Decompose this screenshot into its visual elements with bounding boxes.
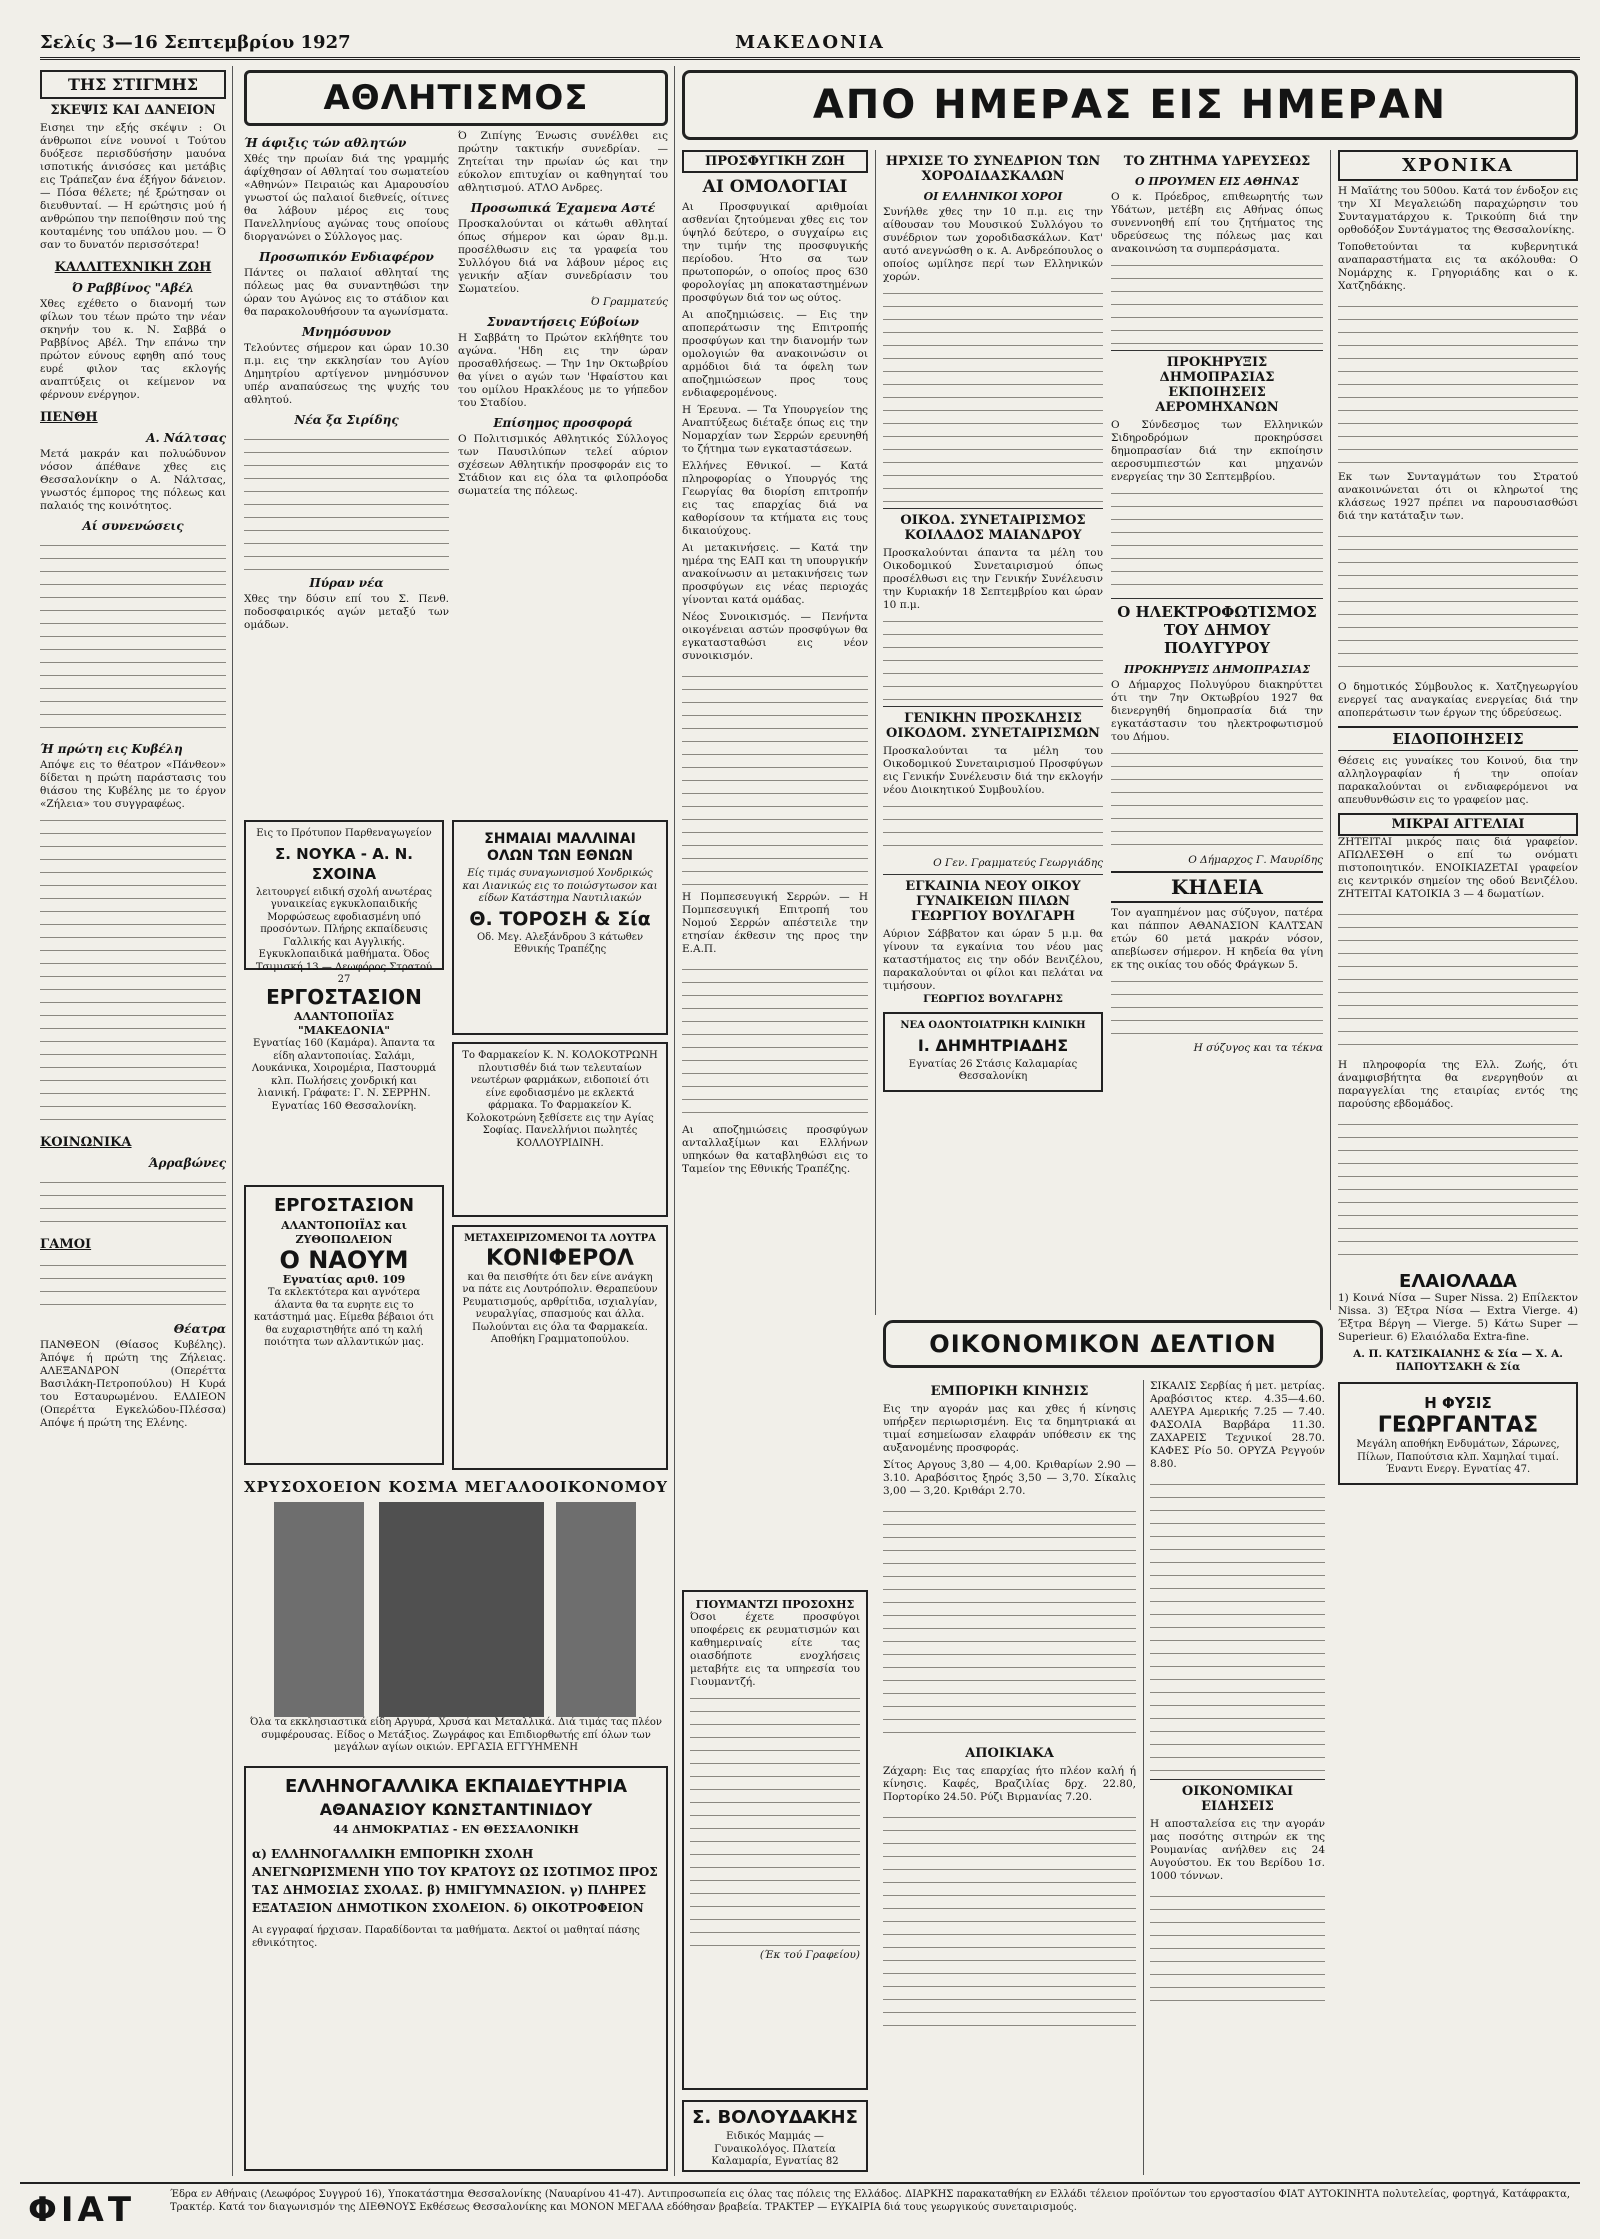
ad-dental-clinic	[883, 1012, 1103, 1092]
notice-text: Όσοι έχετε προσφύγοι υποφέρεις εκ ρευματισμών και καθημεριναίς είτε τας οιασδήποτε ενοχλήσεις μεταβήτε εις τα υπηρεσία του Γιουμαντζή.	[690, 1611, 860, 1688]
article-text: Αύριον Σάββατον και ώραν 5 μ.μ. θα γίνουν τα εγκαίνια του νέου μας καταστήματος εις την οδόν Βενιζέλου, παρακαλούνται οι φίλοι και πελάται να τιμήσουν.	[883, 928, 1103, 992]
article-subhead: Πύραν νέα	[309, 576, 384, 590]
article-subhead: Επίσημος προσφορά	[493, 416, 633, 430]
ad-title: ΕΡΓΟΣΤΑΣΙΟΝ	[273, 1195, 415, 1216]
article-headline: ΠΡΟΚΗΡΥΞΙΣ ΔΗΜΟΠΡΑΣΙΑΣ ΕΚΠΟΙΗΣΕΙΣ ΑΕΡΟΜΗΧΑΝΩΝ	[1111, 350, 1323, 415]
column-4	[883, 150, 1103, 1315]
ad-coniferol-baths	[452, 1225, 668, 1470]
article-text: Η Μαϊάτης του 500ου. Κατά τον ένδοξον εις την ΧΙ Μεγαλειώδη παραχώρησιν του Συνταγματάρχου κ. Τρικούπη διά την ορθοδόξον Συντάγματος της Θεσσαλονίκης.	[1338, 185, 1578, 236]
ad-subtitle: Η ΦΥΣΙΣ	[1424, 1394, 1492, 1412]
illegible-text-block	[1111, 744, 1323, 854]
illegible-text-block	[883, 284, 1103, 504]
article-text: Η Πομπεσευγική Σερρών. — Η Πομπεσευγική Επιτροπή του Νομού Σερρών απέστειλε την ετησίαν έκθεσιν της προς την Ε.Α.Π.	[682, 891, 868, 955]
masthead-paper-name: ΜΑΚΕΔΟΝΙΑ	[735, 32, 885, 53]
article-text: Τοποθετούνται τα κυβερνητικά αναπαραστήματα εις τα ακόλουθα: Ο Νομάρχης κ. Γρηγοριάδης και ο κ. Χατζηδάκης.	[1338, 241, 1578, 292]
section-headline: ΚΟΙΝΩΝΙΚΑ	[40, 1135, 132, 1150]
ad-name: Θ. ΤΟΡΟΣΗ & Σία	[469, 907, 651, 930]
article-headline: ΣΚΕΨΙΣ ΚΑΙ ΔΑΝΕΙΟΝ	[50, 103, 216, 118]
article-text: Χθες την δύσιν επί του Σ. Πενθ. ποδοσφαιρικός αγών μεταξύ των ομάδων.	[244, 593, 449, 631]
illegible-text-block	[1111, 256, 1323, 346]
illegible-text-block	[682, 667, 868, 887]
article-text: Τον αγαπημένον μας σύζυγον, πατέρα και πάππον ΑΘΑΝΑΣΙΟΝ ΚΑΛΤΣΑΝ ετών 60 μετά μακράν νόσον, απεβίωσεν σήμερον. Η κηδεία θα γίνη εκ της οικίας του οδός Φράγκων 5.	[1111, 907, 1323, 971]
notice-signature: (Έκ τού Γραφείου)	[759, 1949, 860, 1961]
ad-subtitle: ΜΕΤΑΧΕΙΡΙΖΟΜΕΝΟΙ ΤΑ ΛΟΥΤΡΑ	[464, 1233, 656, 1244]
classified-ads: ΖΗΤΕΙΤΑΙ μικρός παις διά γραφείον. ΑΠΩΛΕΣΘΗ ο επί τω ονόματι πιστοποιητικόν. ΕΝΟΙΚΙΑΖΕΤΑΙ γραφείον εις κεντρικόν σημείον της οδού Βενιζέλου. ΖΗΤΕΙΤΑΙ ΚΑΤΟΙΚΙΑ 3 — 4 δωματίων.	[1338, 836, 1578, 900]
signature: ΓΕΩΡΓΙΟΣ ΒΟΥΛΓΑΡΗΣ	[923, 993, 1063, 1005]
ad-doctor-voloudakis	[682, 2100, 868, 2172]
illegible-text-block	[40, 1256, 226, 1316]
article-text: Πάντες οι παλαιοί αθληταί της πόλεως μας θα συναντηθώσι την ώραν του Αγώνος εις το στάδιον και θα παρακολουθήσουν τα αγωνίσματα.	[244, 267, 449, 318]
olive-oil-dealers: Α. Π. ΚΑΤΣΙΚΑΙΑΝΗΣ & Σία — Χ. Α. ΠΑΠΟΥΤΣΑΚΗ & Σία	[1353, 1348, 1563, 1373]
article-headline: ΕΓΚΑΙΝΙΑ ΝΕΟΥ ΟΙΚΟΥ ΓΥΝΑΙΚΕΙΩΝ ΠΙΛΩΝ ΓΕΩΡΓΙΟΥ ΒΟΥΛΓΑΡΗ	[883, 874, 1103, 924]
ad-title: Σ. ΝΟΥΚΑ - Α. Ν. ΣΧΟΙΝΑ	[274, 844, 414, 883]
ad-address: Εγνατίας 26 Στάσις Καλαμαρίας Θεσσαλονίκη	[908, 1058, 1078, 1082]
illegible-text-block	[244, 430, 449, 570]
illegible-text-block	[40, 811, 226, 1131]
illegible-text-block	[1338, 905, 1578, 1055]
article-text: Αι αποζημιώσεις. — Εις την αποπεράτωσιν της Επιτροπής προσφύγων και την διανομήν των ομολογιών θα ανακοινώσιν οι αρμόδιοι διά τα όφελη των αποζημιώσεων προς τους ενδιαφερομένους.	[682, 309, 868, 399]
illegible-text-block	[1111, 484, 1323, 594]
article-subhead: Άρραβώνες	[149, 1156, 226, 1170]
athletics-banner: ΑΘΛΗΤΙΣΜΟΣ	[244, 70, 668, 126]
notice-title: ΓΙΟΥΜΑΝΤΖΙ ΠΡΟΣΟΧΗΣ	[695, 1598, 855, 1611]
price-list: Σίτος Αργους 3,80 — 4,00. Κριθαρίων 2.90 — 3.10. Αραβόσιτος ξηρός 3,50 — 3,70. Σίκαλις 3,00 — 3,20. Κριθάρι 2.70.	[883, 1459, 1136, 1497]
article-text: Ελλήνες Εθνικοί. — Κατά πληροφορίας ο Υπουργός της Γεωργίας θα διορίση επιτροπήν εις τας επαρχίας διά να καθορίσουν τα κτήματα εις τους δικαιούχους.	[682, 460, 868, 537]
ad-text: Το Φαρμακείον Κ. Ν. ΚΟΛΟΚΟΤΡΩΝΗ πλουτισθέν διά των τελευταίων νεωτέρων φαρμάκων, ειδοποιεί ότι είνε εφοδιασμένο με εκλεκτά φάρμακα. Το Φαρμακείον Κ. Κολοκοτρώνη ξεθίσετε εις την Αγίας Σοφίας. Πανελλήνιοι πωλητές ΚΟΛΛΟΥΡΙΔΙΝΗ.	[462, 1050, 658, 1149]
ad-text: Εγνατίας 160 (Καμάρα). Άπαντα τα είδη αλαντοποιίας. Σαλάμι, Λουκάνικα, Χοιρομέρια, Παστουρμά κλπ. Πωλήσεις χονδρική και λιανική. Γράφατε: Γ. Ν. ΣΕΡΡΗΝ. Εγνατίας 160 Θεσσαλονίκη.	[251, 1038, 437, 1112]
article-text: Μετά μακράν και πολυώδυνον νόσον άπέθανε χθες εις Θεσσαλονίκην ο Α. Νάλτσας, γνωστός έμπορος της πόλεως και παλαιός της κοινότητος.	[40, 448, 226, 512]
athletics-column-a	[244, 130, 449, 770]
article-text: Αι Προσφυγικαί αριθμοίαι ασθενίαι ζητούμεναι χθες εις τον ύψηλό δεύτερο, ο συγχαίρω εις την τιμήν της προσφυγικής περίοδου. Ήτο σα των πρωτοπορών, ο οποίος προς 630 φορολογίας μη αποκαταστημένων προσφύγων διά τον ως ούτος.	[682, 201, 868, 304]
article-subhead: Ό Ραββίνος "Αβέλ	[72, 281, 194, 295]
footer-fiat-ad	[20, 2182, 1580, 2230]
article-text: Απόψε εις το θέατρον «Πάνθεον» δίδεται η πρώτη παράστασις του θιάσου της Κυβέλης με το έργον «Ζήλεια» του συγγραφέως.	[40, 759, 226, 810]
ad-subtitle: ΑΛΑΝΤΟΠΟΙΪΑΣ και ΖΥΘΟΠΩΛΕΙΟΝ	[281, 1219, 407, 1246]
ad-title: ΧΡΥΣΟΧΟΕΙΟΝ ΚΟΣΜΑ ΜΕΓΑΛΟΟΙΚΟΝΟΜΟΥ	[244, 1478, 668, 1496]
church-items-photo	[274, 1502, 364, 1717]
column-divider	[674, 66, 675, 2176]
ad-subtitle: ΑΘΑΝΑΣΙΟΥ ΚΩΝΣΤΑΝΤΙΝΙΔΟΥ	[319, 1800, 593, 1819]
ad-subtitle: ΑΛΑΝΤΟΠΟΙΪΑΣ "ΜΑΚΕΔΟΝΙΑ"	[294, 1010, 394, 1037]
ad-girls-school	[244, 820, 444, 985]
ad-text: λειτουργεί ειδική σχολή ανωτέρας γυναικείας εγκυκλοπαιδικής Μορφώσεως εφοδιασμένη υπό προσόντων. Πλήρης εκπαίδευσις Γαλλικής και Αγγλικής. Εγκυκλοπαιδικά μαθήματα. Όδος Τσιμισκή 13 — Λεωφόρος Στρατού 27	[255, 886, 433, 985]
article-text: Η Σαββάτη το Πρώτον εκλήθητε του αγώνα. 'Ηδη εις την ώραν προσαθλήσεως. — Την 1ην Οκτωβρίου θα γίνει ο αγών των 'Ηφαίστου και του ομίλου Ηρακλέους με το γήπεδον του Σταδίου.	[458, 332, 668, 409]
article-headline: ΚΗΔΕΙΑ	[1111, 871, 1323, 903]
goldsmith-photo-area	[244, 1502, 668, 1717]
ad-georgantas	[1338, 1382, 1578, 1485]
ad-name: Σ. ΒΟΛΟΥΔΑΚΗΣ	[692, 2107, 858, 2128]
main-banner	[682, 70, 1578, 140]
article-text: Εισηει την εξής σκέψιν : Οι άνθρωποι είνε νουνοί ι Τούτου δυόξεσε περισδύσήσην μαυόνα ισποτικής άνισόσες και μετάβις εις Τράπεζαν ένα έξήγον δάνειον. — Πόσα θέλετε; ηέ ξρώτησαν οι διευθυνταί. — Η ερώτησις μού ή ανθρώπου την πεποίθησιν πού της κουταμένης του υπάλου μου. — Ό σαν το δυνατόν περισσότερα!	[40, 122, 226, 251]
economic-bulletin-banner	[883, 1320, 1323, 1368]
illegible-text-block	[883, 612, 1103, 702]
article-text: Εις την αγοράν μας και χθες ή κίνησις υπήρξεν περιωρισμένη. Εις τα δημητριακά αι τιμαί εσημείωσαν ελαφράν υπόθεσιν εκ της αυξανομένης προσφοράς.	[883, 1403, 1136, 1454]
article-subhead: Ή πρώτη εις Κυβέλη	[40, 742, 183, 756]
ad-pharmacy	[452, 1042, 668, 1217]
article-text: Ο Δήμαρχος Πολυγύρου διακηρύττει ότι την 7ην Οκτωβρίου 1927 θα διενεργηθή δημοπρασία διά την εγκατάστασιν του ηλεκτροφωτισμού του Δήμου.	[1111, 679, 1323, 743]
ad-sausage-factory-makedonia	[244, 978, 444, 1178]
article-text: Ο κ. Πρόεδρος, επιθεωρητής των Υδάτων, μετέβη εις Αθήνας όπως συνεννοηθή επί του ζητήματος της υδρεύσεως της πόλεως μας και ανακοινώση τα συμπεράσματα.	[1111, 191, 1323, 255]
ad-list: α) ΕΛΛΗΝΟΓΑΛΛΙΚΗ ΕΜΠΟΡΙΚΗ ΣΧΟΛΗ ΑΝΕΓΝΩΡΙΣΜΕΝΗ ΥΠΟ ΤΟΥ ΚΡΑΤΟΥΣ ΩΣ ΙΣΟΤΙΜΟΣ ΠΡΟΣ ΤΑΣ ΔΗΜΟΣΙΑΣ ΣΧΟΛΑΣ. β) ΗΜΙΓΥΜΝΑΣΙΟΝ. γ) ΠΛΗΡΕΣ ΕΞΑΤΑΞΙΟΝ ΔΗΜΟΤΙΚΟΝ ΣΧΟΛΕΙΟΝ. δ) ΟΙΚΟΤΡΟΦΕΙΟΝ	[252, 1847, 658, 1915]
athletics-column-b	[458, 130, 668, 770]
illegible-text-block	[1338, 1115, 1578, 1265]
ad-address: 44 ΔΗΜΟΚΡΑΤΙΑΣ - ΕΝ ΘΕΣΣΑΛΟΝΙΚΗ	[333, 1823, 579, 1836]
article-headline: ΑΙ ΟΜΟΛΟΓΙΑΙ	[702, 177, 848, 197]
article-headline: ΚΑΛΛΙΤΕΧΝΙΚΗ ΖΩΗ	[54, 260, 212, 275]
article-text: Ο Σύνδεσμος των Ελληνικών Σιδηροδρόμων προκηρύσσει δημοπρασίαν διά την εκποίησιν αεροσυμπιεστών και μηχανών ενεργείας την 30 Σεπτεμβρίου.	[1111, 419, 1323, 483]
illegible-text-block	[690, 1689, 860, 1949]
ad-flags	[452, 820, 668, 1035]
article-headline: ΕΜΠΟΡΙΚΗ ΚΙΝΗΣΙΣ	[930, 1384, 1089, 1399]
article-text: Χθές την πρωίαν διά της γραμμής άφίχθησαν οί Αθληταί του σωματείου «Αθηνών» Πειραιώς και Αμαρουσίου γνωστοί ώς παλαιοί διεθνείς, οίτινες θα λάβουν μέρος εις τους Πανελληνίους αγώνας τους οποίους διοργανώνει ο Σύλλογος μας.	[244, 153, 449, 243]
ad-name: ΓΕΩΡΓΑΝΤΑΣ	[1377, 1413, 1539, 1438]
signature: Ό Γραμματεύς	[590, 296, 668, 308]
article-subhead: Προσωπικά Έχαμενα Αστέ	[470, 201, 656, 215]
article-text: Ό Ζιπίγης Ένωσις συνέλθει εις πρώτην τακτικήν συνεδρίαν. — Ζητείται την πρωίαν ώς και την εύκολον επιτυχίαν οι καθηγηταί του αθλητισμού. ΑΤΛΟ Ανδρες.	[458, 130, 668, 194]
masthead-date: Σελίς 3—16 Σεπτεμβρίου 1927	[40, 32, 351, 53]
article-text: Αι μετακινήσεις. — Κατά την ημέρα της ΕΑΠ και τη υπουργικήν ανακοίνωσιν αι μετακινήσεις των προσφύγων εις νέας περιοχάς γίνονται κατά ομάδας.	[682, 542, 868, 606]
section-box-title: ΠΡΟΣΦΥΓΙΚΗ ΖΩΗ	[682, 150, 868, 173]
ad-goldsmith	[244, 1478, 668, 1758]
article-text: Χθες εχέθετο ο διανομή των φίλων του τέων πρώτο την νέαν σκηνήν του κ. Ν. Σαββά ο Ραββίνος Αβέλ. Την επάνω την πρώτον εύνους εφηθη από τους ευρέ φιλον τας εκλογής αναπτύξεις οι κείμενον να φέρνουν ενέργηον.	[40, 298, 226, 401]
main-banner-title: ΑΠΟ ΗΜΕΡΑΣ ΕΙΣ ΗΜΕΡΑΝ	[812, 82, 1448, 128]
ad-sausage-factory-naoum	[244, 1185, 444, 1465]
notice-box	[682, 1590, 868, 2090]
column-5	[1111, 150, 1323, 1315]
article-headline: ΤΟ ΖΗΤΗΜΑ ΥΔΡΕΥΣΕΩΣ	[1123, 154, 1311, 169]
article-subhead: ΟΙ ΕΛΛΗΝΙΚΟΙ ΧΟΡΟΙ	[923, 190, 1063, 203]
article-text: Προσκαλούνται τα μέλη του Οικοδομικού Συνεταιρισμού Προσφύγων εις Γενικήν Συνέλευσιν διά την εκλογήν νέου Διοικητικού Συμβουλίου.	[883, 745, 1103, 796]
article-text: Ζάχαρη: Εις τας επαρχίας ήτο πλέον καλή ή κίνησις. Καφές, Βραζιλίας δρχ. 22.80, Πορτορίκο 24.50. Ρύζι Βιρμανίας 7.20.	[883, 1765, 1136, 1803]
illegible-text-block	[1150, 1475, 1325, 1775]
article-text: Εκ των Συνταγμάτων του Στρατού ανακοινώνεται ότι οι κληρωτοί της κλάσεως 1927 πρέπει να παρουσιασθώσι διά την κατάταξιν των.	[1338, 471, 1578, 522]
article-headline: ΓΕΝΙΚΗΝ ΠΡΟΣΚΛΗΣΙΣ ΟΙΚΟΔΟΜ. ΣΥΝΕΤΑΙΡΙΣΜΩΝ	[883, 706, 1103, 741]
article-headline: ΑΠΟΙΚΙΑΚΑ	[965, 1746, 1054, 1761]
church-items-photo	[379, 1502, 544, 1717]
column-divider	[875, 150, 876, 1315]
signature: Ο Δήμαρχος Γ. Μαυρίδης	[1188, 854, 1323, 866]
ad-title: ΚΟΝΙΦΕΡΟΛ	[486, 1245, 634, 1271]
illegible-text-block	[1150, 1887, 1325, 2007]
article-text: Προσκαλούνται οι κάτωθι αθληταί όπως σήμερον και ώραν 8μ.μ. προσέλθωσιν εις τα γραφεία του Συλλόγου διά να λάβουν μέρος εις γενικήν αξίαν συνεδρίασιν του Σωματείου.	[458, 218, 668, 295]
signature: Ο Γεν. Γραμματεύς Γεωργιάδης	[933, 857, 1103, 869]
article-text: Η πληροφορία της Ελλ. Ζωής, ότι άναμφισβήτητα θα ενεργηθούν αι παραγγελίαι της εταιρίας εντός της παρούσης εβδομάδος.	[1338, 1059, 1578, 1110]
ad-text: Αι εγγραφαί ήρχισαν. Παραδίδονται τα μαθήματα. Δεκτοί οι μαθηταί πάσης εθνικότητος.	[252, 1925, 640, 1949]
illegible-text-block	[682, 960, 868, 1120]
column-divider	[1330, 150, 1331, 1310]
article-subhead: ΠΡΟΚΗΡΥΞΙΣ ΔΗΜΟΠΡΑΣΙΑΣ	[1124, 663, 1310, 676]
column-divider	[1143, 1380, 1144, 2175]
ad-address: Οδ. Μεγ. Αλεξάνδρου 3 κάτωθεν Εθνικής Τραπέζης	[476, 931, 644, 955]
article-text: Τελούντες σήμερον και ώραν 10.30 π.μ. εις την εκκλησίαν του Αγίου Δημητρίου αρτίγενον μνημόσυνον υπέρ αναπαύσεως της ψυχής του αθλητού.	[244, 342, 449, 406]
ad-text: και θα πεισθήτε ότι δεν είνε ανάγκη να πάτε εις Λουτρόπολιν. Θεραπεύουν Ρευματισμούς, αρθρίτιδα, ισχιαλγίαν, νευραλγίας, σπασμούς και άλλα. Πωλούνται εις όλα τα Φαρμακεία. Αποθήκη Γραμματοπούλου.	[462, 1271, 658, 1345]
illegible-text-block	[1338, 527, 1578, 677]
article-subhead: Προσωπικόν Ενδιαφέρον	[259, 250, 434, 264]
article-text: Ο Πολιτισμικός Αθλητικός Σύλλογος των Παυσιλύπων τελεί αύριον σχέσεων Αθλητικήν προσφοράν εις το Στάδιον και εις όλα τα φιλοπρόοδα σωματεία της πόλεως.	[458, 433, 668, 497]
section-headline: ΓΑΜΟΙ	[40, 1237, 92, 1252]
ad-subtitle: ΝΕΑ ΟΔΟΝΤΟΙΑΤΡΙΚΗ ΚΛΙΝΙΚΗ	[900, 1020, 1086, 1031]
illegible-text-block	[1111, 972, 1323, 1042]
ad-text: Είς τιμάς συναγωνισμού Χονδρικώς και Λιανικώς εις το ποιώσγτωσον και είδων Κατάστημα Ναυτιλιακών	[462, 868, 658, 904]
illegible-text-block	[40, 536, 226, 736]
article-text: Αι αποζημιώσεις προσφύγων ανταλλαξίμων και Ελλήνων υπηκόων θα καταβληθώσι εις το Ταμείον της Εθνικής Τραπέζης.	[682, 1124, 868, 1175]
economic-column-a	[883, 1380, 1136, 2175]
article-subhead: Μνημόσυνον	[302, 325, 391, 339]
theatre-listings: ΠΑΝΘΕΟΝ (Θίασος Κυβέλης). Άπόψε ή πρώτη της Ζήλειας. ΑΛΕΞΑΝΔΡΟΝ (Οπερέττα Βασιλάκη-Πετροπούλου) Η Κυρά του Εσταυρωμένου. ΕΛΔΙΕΟΝ (Οπερέττα Εγκελώδου-Πλέσσα) Απόψε ή πρώτη της Ελένης.	[40, 1339, 226, 1429]
column-divider	[232, 66, 233, 2176]
ad-name: I. ΔΗΜΗΤΡΙΑΔΗΣ	[917, 1035, 1069, 1055]
article-text: Ο δημοτικός Σύμβουλος κ. Χατζηγεωργίου ενεργεί τας αναγκαίας ενεργείας διά την αποπεράτωσιν των έργων της ύδρεύσεως.	[1338, 681, 1578, 719]
article-subhead: Θέατρα	[173, 1322, 226, 1336]
ad-name: Ο ΝΑΟΥΜ	[279, 1246, 409, 1274]
ad-caption: Όλα τα εκκλησιαστικά είδη Αργυρά, Χρυσά και Μεταλλικά. Διά τιμάς τας πλέον συμφέρουσας. Είδος ο Μετάξιος. Ζωγράφος και Επιδιορθωτής επί όλων των μεγάλων αγίων οικιών. ΕΡΓΑΣΙΑ ΕΓΓΥΗΜΕΝΗ	[250, 1717, 662, 1753]
ad-title: ΕΛΛΗΝΟΓΑΛΛΙΚΑ ΕΚΠΑΙΔΕΥΤΗΡΙΑ	[284, 1776, 628, 1797]
illegible-text-block	[1338, 297, 1578, 467]
article-headline: ΟΙΚΟΔ. ΣΥΝΕΤΑΙΡΙΣΜΟΣ ΚΟΙΛΑΔΟΣ ΜΑΙΑΝΔΡΟΥ	[883, 508, 1103, 543]
illegible-text-block	[883, 1502, 1136, 1742]
section-headline: ΕΙΔΟΠΟΙΗΣΕΙΣ	[1338, 726, 1578, 751]
section-box-title: ΧΡΟΝΙΚΑ	[1338, 150, 1578, 181]
fiat-ad-text: Έδρα εν Αθήναις (Λεωφόρος Συγγρού 16), Υποκατάστημα Θεσσαλονίκης (Ναυαρίνου 41-47). Αντιπροσωπεία εις όλας τας πόλεις της Ελλάδος. ΔΙΑΡΚΗΣ παρακαταθήκη εν Ελλάδι τέλειον προϊόντων του εργοστασίου ΦΙΑΤ ΑΥΤΟΚΙΝΗΤΑ πολυτελείας, φορτηγά, Κατάφρακτα, Τρακτέρ. Κατά τον διαγωνισμόν της ΔΙΕΘΝΟΥΣ Εκθέσεως Θεσσαλονίκης και ΜΟΝΟΝ ΜΕΓΑΛΑ εδόθησαν βραβεία. ΤΡΑΚΤΕΡ — ΕΥΚΑΙΡΙΑ διά τους γεωργικούς συνεταιρισμούς.	[170, 2189, 1570, 2213]
church-items-photo	[556, 1502, 636, 1717]
article-headline: Ο ΗΛΕΚΤΡΟΦΩΤΙΣΜΟΣ ΤΟΥ ΔΗΜΟΥ ΠΟΛΥΓΥΡΟΥ	[1111, 598, 1323, 657]
ad-title: ΣΗΜΑΙΑΙ ΜΑΛΛΙΝΑΙ ΟΛΩΝ ΤΩΝ ΕΘΝΩΝ	[484, 831, 636, 864]
olive-oil-list: 1) Κοινά Νίσα — Super Nissa. 2) Επίλεκτον Nissa. 3) Έξτρα Νίσα — Extra Vierge. 4) Έξτρα Βέργη — Vierge. 5) Κάτω Super — Superieur. 6) Ελαιόλαδα Extra-fine.	[1338, 1292, 1578, 1343]
section-headline: ΠΕΝΘΗ	[40, 410, 98, 425]
ad-address: Εγνατίας αριθ. 109	[282, 1273, 406, 1286]
fiat-brand: ΦΙΑΤ	[28, 2190, 136, 2230]
economic-bulletin-title: ΟΙΚΟΝΟΜΙΚΟΝ ΔΕΛΤΙΟΝ	[929, 1330, 1277, 1358]
ad-title: ΕΡΓΟΣΤΑΣΙΟΝ	[266, 985, 422, 1009]
ad-text: Τα εκλεκτότερα και αγνότερα άλαντα θα τα ευρητε εις το κατάστημά μας. Είμεθα βέβαιοι ότι θα ευχαριστηθήτε από τη καλή ποιότητα των αλλαντικών μας.	[253, 1287, 435, 1348]
article-text: Προσκαλούνται άπαντα τα μέλη του Οικοδομικού Συνεταιρισμού όπως προσέλθωσι εις την Γενικήν Συνέλευσιν την Κυριακήν 18 Σεπτεμβρίου και ώραν 10 π.μ.	[883, 547, 1103, 611]
article-text: Θέσεις εις γυναίκες του Κοινού, δια την αλληλογραφίαν ή την οποίαν παρακαλούνται οι ενδιαφερόμενοι να απευθυνθώσιν εις το γραφείον μας.	[1338, 755, 1578, 806]
ad-greek-french-schools	[244, 1766, 668, 2171]
article-subhead: Αί συνενώσεις	[82, 519, 184, 533]
article-subhead: Νέα ξα Σιρίδης	[294, 413, 399, 427]
article-subhead: Ή άφιξις τών αθλητών	[244, 136, 407, 150]
signature: Η σύζυγος και τα τέκνα	[1193, 1042, 1323, 1054]
article-text: Νέος Συνοικισμός. — Πενήντα οικογένειαι αστών προσφύγων θα εγκατασταθώσι εις νέον συνοικισμόν.	[682, 611, 868, 662]
illegible-text-block	[883, 1808, 1136, 2028]
article-subhead: Ο ΠΡΟΥΜΕΝ ΕΙΣ ΑΘΗΝΑΣ	[1135, 175, 1299, 188]
section-box-title: ΜΙΚΡΑΙ ΑΓΓΕΛΙΑΙ	[1338, 813, 1578, 836]
article-subhead: Συναντήσεις Εύβοίων	[487, 315, 639, 329]
article-text: Η αποσταλείσα εις την αγοράν μας ποσότης σιτηρών εκ της Ρουμανίας ανήλθεν εις 24 Αυγούστου. Εκ του Βερίδου 1σ. 1000 τόννων.	[1150, 1818, 1325, 1882]
article-headline: ΟΙΚΟΝΟΜΙΚΑΙ ΕΙΔΗΣΕΙΣ	[1150, 1779, 1325, 1814]
ad-text: Ειδικός Μαμμάς — Γυναικολόγος. Πλατεία Καλαμαρία, Εγνατίας 82	[711, 2131, 839, 2167]
illegible-text-block	[883, 797, 1103, 857]
illegible-text-block	[40, 1173, 226, 1233]
price-list: ΣΙΚΑΛΙΣ Σερβίας ή μετ. μετρίας. Αραβόσιτος κτερ. 4.35—4.60. ΑΛΕΥΡΑ Αμερικής 7.25 — 7.40. ΦΑΣΟΛΙΑ Βαρβάρα 11.30. ΖΑΧΑΡΕΙΣ Τεχνικοί 28.70. ΚΑΦΕΣ Ρίο 50. ΟΡΥΖΑ Ρεγγούν 8.80.	[1150, 1380, 1325, 1470]
olive-oil-heading: ΕΛΑΙΟΛΑΔΑ	[1399, 1271, 1517, 1292]
section-box-title: ΤΗΣ ΣΤΙΓΜΗΣ	[40, 70, 226, 99]
column-6	[1338, 150, 1578, 2175]
column-1	[40, 70, 226, 2175]
article-text: Η Έρευνα. — Τα Υπουργείον της Αναπτύξεως διέταξε όπως εις την Νομαρχίαν των Σερρών ερευνηθή το ζήτημα των εγκαταστάσεων.	[682, 404, 868, 455]
masthead	[40, 30, 1580, 60]
article-headline: ΗΡΧΙΣΕ ΤΟ ΣΥΝΕΔΡΙΟΝ ΤΩΝ ΧΟΡΟΔΙΔΑΣΚΑΛΩΝ	[885, 154, 1101, 184]
article-subhead: Α. Νάλτσας	[146, 431, 226, 445]
ad-text: Εις το Πρότυπον Παρθεναγωγείον	[256, 828, 432, 839]
economic-column-b	[1150, 1380, 1325, 2175]
ad-text: Μεγάλη αποθήκη Ενδυμάτων, Σάρωνες, Πίλων, Παπούτσια κλπ. Χαμηλαί τιμαί. Έναντι Ενεργ. Εγνατίας 47.	[1356, 1439, 1560, 1475]
article-text: Συνήλθε χθες την 10 π.μ. εις την αίθουσαν του Μουσικού Συλλόγου το συνέδριον των χοροδιδασκάλων. Κατ' αυτό ανεγνώσθη ο κ. Α. Ανδρεόπουλος ο οποίος ωμίλησε περί των Ελληνικών χορών.	[883, 206, 1103, 283]
